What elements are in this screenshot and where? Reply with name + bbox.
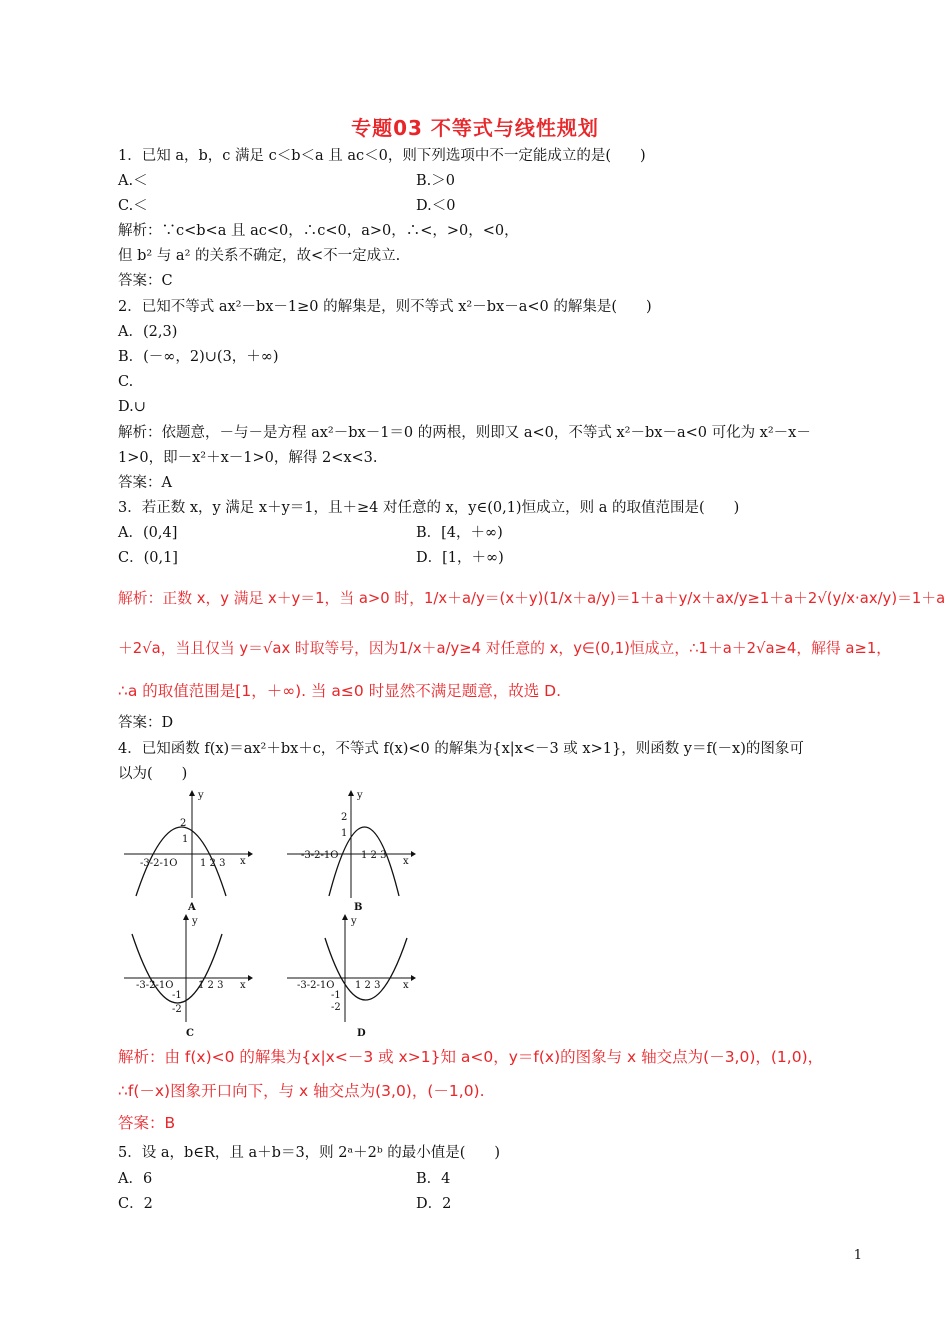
graph-d-x-axis-label: x — [403, 980, 409, 991]
q3-option-b: B．[4，＋∞) — [416, 525, 503, 541]
q1-option-a: A.＜ — [118, 173, 148, 189]
graph-b-y-tick-2: 2 — [341, 812, 348, 823]
q2-option-c: C. — [118, 374, 134, 390]
graph-a-y-tick-1: 1 — [182, 834, 189, 845]
q1-stem: 1．已知 a，b，c 满足 c＜b＜a 且 ac＜0，则下列选项中不一定能成立的是( ) — [118, 148, 646, 164]
q4-graph-d — [283, 912, 418, 1040]
q4-explanation-line2: ∴f(－x)图象开口向下，与 x 轴交点为(3,0)，(－1,0). — [118, 1082, 485, 1100]
graph-d-neg-ticks: -3-2-1O — [297, 980, 335, 991]
q5-option-b: B．4 — [416, 1171, 451, 1187]
graph-b-y-tick-1: 1 — [341, 828, 348, 839]
graph-c-pos-ticks: 1 2 3 — [198, 980, 224, 991]
q3-explanation-line2: ＋2√a，当且仅当 y＝√ax 时取等号，因为1/x＋a/y≥4 对任意的 x，y∈(0,1)恒成立，∴1＋a＋2√a≥4，解得 a≥1， — [118, 640, 892, 657]
graph-c-x-axis-label: x — [240, 980, 246, 991]
graph-c-y-axis-label: y — [192, 916, 198, 927]
graph-b-neg-ticks: -3-2-1O — [301, 850, 339, 861]
graph-d-y-axis-label: y — [351, 916, 357, 927]
q2-explanation-line2: 1>0，即－x²＋x－1>0，解得 2<x<3. — [118, 450, 378, 466]
graph-c-y-tick-neg2: -2 — [172, 1004, 182, 1015]
q2-explanation-line1: 解析：依题意，－与－是方程 ax²－bx－1＝0 的两根，则即又 a<0，不等式 x²－bx－a<0 可化为 x²－x－ — [118, 425, 811, 441]
graph-d-y-tick-neg1: -1 — [331, 990, 341, 1001]
graph-b-pos-ticks: 1 2 3 — [361, 850, 387, 861]
graph-b-x-axis-label: x — [403, 856, 409, 867]
q4-graph-b — [283, 788, 418, 913]
graph-d-pos-ticks: 1 2 3 — [355, 980, 381, 991]
q5-option-a: A．6 — [118, 1171, 153, 1187]
q3-stem: 3．若正数 x，y 满足 x＋y＝1，且＋≥4 对任意的 x，y∈(0,1)恒成立，则 a 的取值范围是( ) — [118, 500, 740, 516]
graph-c-y-tick-neg1: -1 — [172, 990, 182, 1001]
q1-answer: 答案：C — [118, 273, 173, 289]
graph-a-y-tick-2: 2 — [180, 818, 187, 829]
graph-b-y-axis-label: y — [357, 790, 363, 801]
q1-explanation-line1: 解析：∵c<b<a 且 ac<0，∴c<0，a>0，∴<，>0，<0， — [118, 223, 519, 239]
q3-answer: 答案：D — [118, 715, 174, 731]
graph-a-y-axis-label: y — [198, 790, 204, 801]
graph-c-label: C — [186, 1028, 194, 1039]
q1-explanation-line2: 但 b² 与 a² 的关系不确定，故<不一定成立. — [118, 248, 401, 264]
q3-option-a: A．(0,4] — [118, 525, 178, 541]
q5-option-c: C．2 — [118, 1196, 153, 1212]
q4-stem-line1: 4．已知函数 f(x)＝ax²＋bx＋c，不等式 f(x)<0 的解集为{x|x<－3 或 x>1}，则函数 y＝f(－x)的图象可 — [118, 741, 804, 757]
graph-a-pos-ticks: 1 2 3 — [200, 858, 226, 869]
graph-d-label: D — [357, 1028, 366, 1039]
q3-option-c: C．(0,1] — [118, 550, 178, 566]
q4-stem-line2: 以为( ) — [118, 766, 188, 782]
q2-option-a: A．(2,3) — [118, 324, 178, 340]
graph-c-neg-ticks: -3-2-1O — [136, 980, 174, 991]
page-number: 1 — [853, 1248, 862, 1263]
q1-option-b: B.＞0 — [416, 173, 455, 189]
q4-graph-c — [120, 912, 255, 1040]
q4-explanation-line1: 解析：由 f(x)<0 的解集为{x|x<－3 或 x>1}知 a<0，y＝f(x)的图象与 x 轴交点为(－3,0)，(1,0)， — [118, 1048, 824, 1066]
q2-stem: 2．已知不等式 ax²－bx－1≥0 的解集是，则不等式 x²－bx－a<0 的解集是( ) — [118, 299, 652, 315]
q2-option-b: B．(－∞，2)∪(3，＋∞) — [118, 349, 279, 365]
q5-option-d: D．2 — [416, 1196, 452, 1212]
q3-explanation-line1: 解析：正数 x，y 满足 x＋y＝1，当 a>0 时，1/x＋a/y＝(x＋y)(1/x＋a/y)＝1＋a＋y/x＋ax/y≥1＋a＋2√(y/x·ax/y)＝1＋a — [118, 590, 946, 607]
q3-option-d: D．[1，＋∞) — [416, 550, 504, 566]
q5-stem: 5．设 a，b∈R，且 a＋b＝3，则 2ᵃ＋2ᵇ 的最小值是( ) — [118, 1145, 501, 1161]
q4-graph-a — [120, 788, 255, 913]
q3-explanation-line3: ∴a 的取值范围是[1，＋∞). 当 a≤0 时显然不满足题意，故选 D. — [118, 682, 562, 700]
graph-a-x-axis-label: x — [240, 856, 246, 867]
q2-option-d: D.∪ — [118, 399, 146, 415]
graph-b-label: B — [354, 902, 363, 913]
q4-answer: 答案：B — [118, 1114, 176, 1132]
graph-a-label: A — [188, 902, 196, 913]
graph-d-y-tick-neg2: -2 — [331, 1002, 341, 1013]
q2-answer: 答案：A — [118, 475, 172, 491]
graph-a-neg-ticks: -3-2-1O — [140, 858, 178, 869]
q1-option-c: C.＜ — [118, 198, 148, 214]
page-title: 专题03 不等式与线性规划 — [351, 116, 599, 140]
q1-option-d: D.＜0 — [416, 198, 456, 214]
